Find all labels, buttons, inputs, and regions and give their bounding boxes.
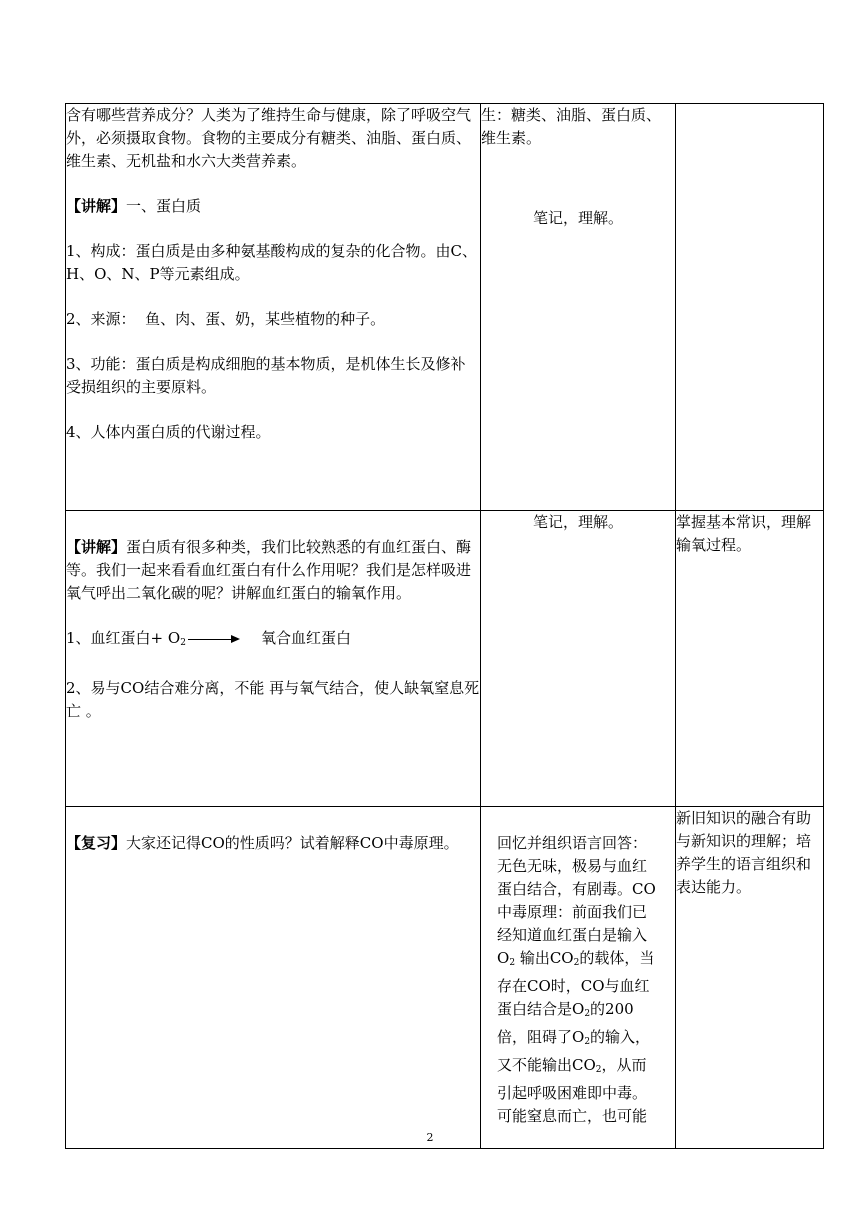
- explain-text: 蛋白质有很多种类，我们比较熟悉的有血红蛋白、酶等。我们一起来看看血红蛋白有什么作用呢？我们是怎样吸进氧气呼出二氧化碳的呢？讲解血红蛋白的输氧作用。: [66, 538, 472, 602]
- section-heading: [66, 195, 480, 218]
- table-row: [66, 511, 824, 807]
- page-number: 2: [426, 1131, 434, 1144]
- point-co-binding: 2、易与CO结合难分离，不能 再与氧气结合，使人缺氧窒息死亡 。: [66, 679, 480, 720]
- review-text: 大家还记得CO的性质吗？试着解释CO中毒原理。: [126, 834, 459, 852]
- design-intent-cell: [676, 807, 824, 1149]
- teacher-activity-cell: [66, 807, 481, 1149]
- student-note: 笔记，理解。: [532, 209, 623, 227]
- intro-paragraph: 含有哪些营养成分？人类为了维持生命与健康，除了呼吸空气外，必须摄取食物。食物的主要成分有糖类、油脂、蛋白质、维生素、无机盐和水六大类营养素。: [66, 106, 472, 170]
- heading-text: 一、蛋白质: [126, 197, 202, 215]
- reaction-equation: [66, 627, 480, 655]
- teacher-activity-cell: [66, 104, 481, 511]
- table-row: [66, 807, 824, 1149]
- student-note: 笔记，理解。: [532, 513, 623, 531]
- design-intent-cell: [676, 511, 824, 807]
- student-activity-cell: [481, 511, 676, 807]
- equation-left: 1、血红蛋白+ O: [66, 629, 181, 647]
- equation-right: 氧合血红蛋白: [261, 629, 352, 647]
- explain-tag: 【讲解】: [66, 197, 127, 215]
- design-goal: 新旧知识的融合有助与新知识的理解；培养学生的语言组织和表达能力。: [676, 809, 812, 896]
- subscript: 2: [509, 958, 516, 968]
- point-function: 3、功能：蛋白质是构成细胞的基本物质，是机体生长及修补受损组织的主要原料。: [66, 355, 466, 396]
- subscript: 2: [573, 958, 580, 968]
- answer-part: 回忆并组织语言回答：无色无味，极易与血红蛋白结合，有剧毒。CO中毒原理：前面我们已经知道血红蛋白是输入O: [497, 834, 656, 967]
- subscript: 2: [584, 1037, 591, 1047]
- student-answer: [497, 832, 661, 1128]
- answer-part: ，从而引起呼吸困难即中毒。可能窒息而亡，也可能: [497, 1056, 648, 1125]
- answer-part: 的载体，当存在CO时，CO与血红蛋白结合是O: [497, 949, 655, 1018]
- student-activity-cell: [481, 104, 676, 511]
- design-intent-cell: [676, 104, 824, 511]
- teacher-activity-cell: [66, 511, 481, 807]
- answer-part: 的输入，又不能输出CO: [497, 1028, 651, 1074]
- subscript: 2: [595, 1065, 602, 1075]
- student-activity-cell: [481, 807, 676, 1149]
- point-composition: 1、构成：蛋白质是由多种氨基酸构成的复杂的化合物。由C、H、O、N、P等元素组成。: [66, 242, 478, 283]
- lesson-plan-table: [65, 103, 824, 1149]
- review-paragraph: [66, 832, 480, 855]
- explain-tag: 【讲解】: [66, 538, 127, 556]
- equation-subscript: 2: [180, 638, 186, 648]
- answer-part: 的200倍，阻碍了O: [497, 1000, 634, 1046]
- explain-paragraph: [66, 536, 480, 605]
- answer-part: 输出CO: [519, 949, 574, 967]
- point-source: 2、来源： 鱼、肉、蛋、奶，某些植物的种子。: [66, 310, 386, 328]
- subscript: 2: [584, 1009, 591, 1019]
- reaction-arrow-icon: [188, 639, 238, 640]
- table-row: [66, 104, 824, 511]
- design-goal: 掌握基本常识，理解输氧过程。: [676, 513, 812, 554]
- student-answer: 生：糖类、油脂、蛋白质、维生素。: [481, 106, 662, 147]
- point-metabolism: 4、人体内蛋白质的代谢过程。: [66, 423, 271, 441]
- review-tag: 【复习】: [66, 834, 127, 852]
